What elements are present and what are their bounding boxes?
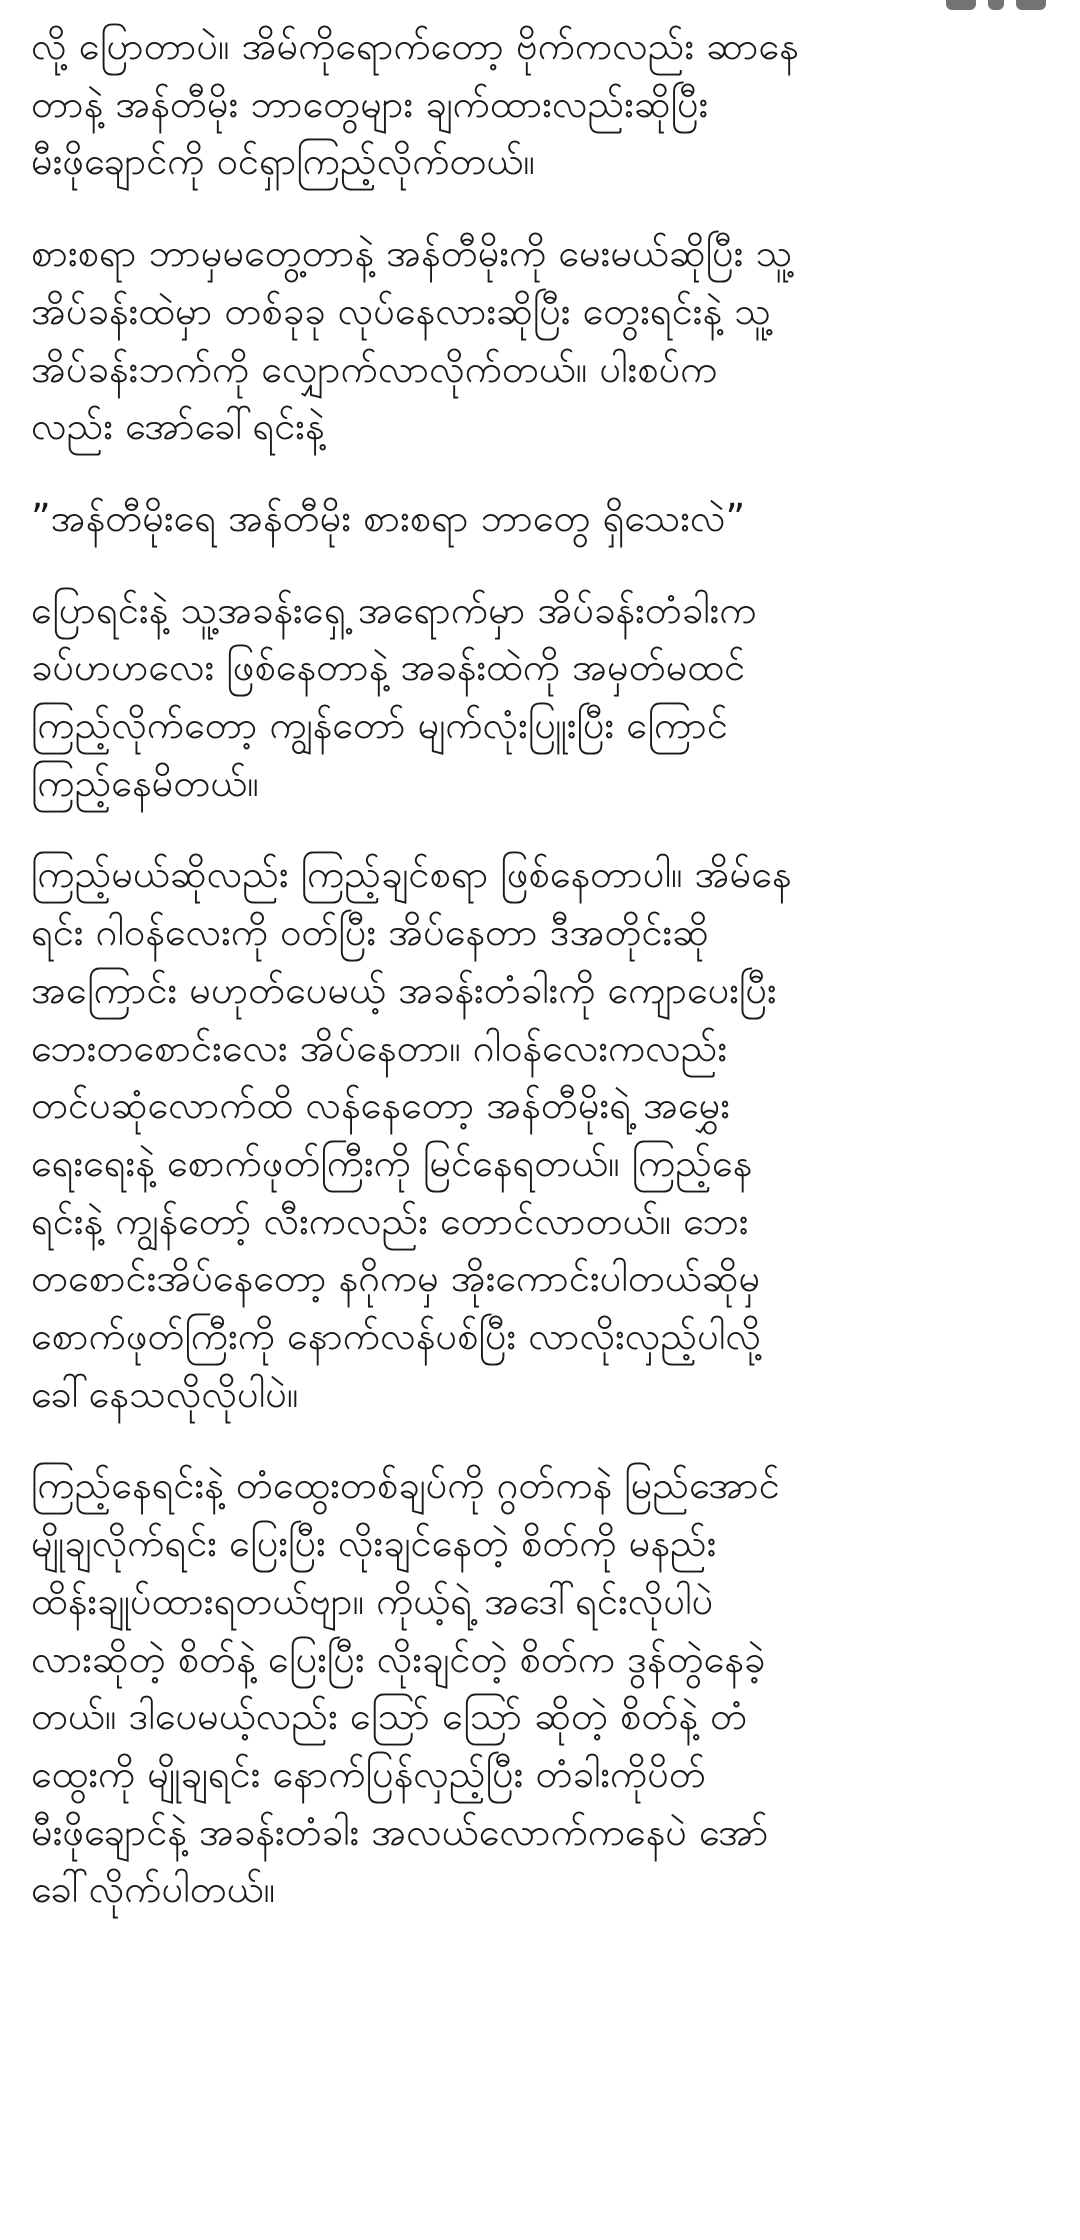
- text-line: တယ်။ ဒါပေမယ့်လည်း သြော် သြော် ဆိုတဲ့ စိတ်နဲ့ တံ: [31, 1694, 748, 1739]
- text-line: တင်ပဆုံလောက်ထိ လန်နေတော့ အန်တီမိုးရဲ့ အမွှေး: [31, 1083, 730, 1128]
- text-line: ကြည့်မယ်ဆိုလည်း ကြည့်ချင်စရာ ဖြစ်နေတာပါ။ အိမ်နေ: [31, 852, 792, 897]
- article-paragraph: [31, 225, 1061, 456]
- text-line: ရင်း ဂါဝန်လေးကို ဝတ်ပြီး အိပ်နေတာ ဒီအတိုင်းဆို: [31, 910, 709, 955]
- text-line: ”အန်တီမိုးရေ အန်တီမိုး စားစရာ ဘာတွေ ရှိသေးလဲ”: [31, 495, 746, 540]
- text-line: လည်း အော်ခေါ်ရင်းနဲ့: [31, 404, 325, 449]
- text-line: ရေးရေးနဲ့ စောက်ဖုတ်ကြီးကို မြင်နေရတယ်။ ကြည့်နေ: [31, 1140, 753, 1185]
- text-line: စောက်ဖုတ်ကြီးကို နောက်လန်ပစ်ပြီး လာလိုးလှည့်ပါလို့: [31, 1314, 761, 1359]
- text-line: မျိုချလိုက်ရင်း ပြေးပြီး လိုးချင်နေတဲ့ စိတ်ကို မနည်း: [31, 1521, 717, 1566]
- article-body: [31, 18, 1061, 1919]
- text-line: ကြည့်နေရင်းနဲ့ တံထွေးတစ်ချပ်ကို ဂွတ်ကနဲ မြည်အောင်: [31, 1463, 780, 1508]
- text-line: အိပ်ခန်းဘက်ကို လျှောက်လာလိုက်တယ်။ ပါးစပ်က: [31, 346, 718, 391]
- text-line: တစောင်းအိပ်နေတော့ နဂိုကမှ အိုးကောင်းပါတယ်ဆိုမှ: [31, 1256, 761, 1301]
- text-line: ဘေးတစောင်းလေး အိပ်နေတာ။ ဂါဝန်လေးကလည်း: [31, 1025, 728, 1070]
- article-paragraph: [31, 1457, 1061, 1919]
- text-line: ခေါ်နေသလိုလိုပါပဲ။: [31, 1371, 299, 1416]
- text-line: ပြောရင်းနဲ့ သူ့အခန်းရှေ့ အရောက်မှာ အိပ်ခန်းတံခါးက: [31, 587, 757, 632]
- text-line: ထွေးကို မျိုချရင်း နောက်ပြန်လှည့်ပြီး တံခါးကိုပိတ်: [31, 1751, 706, 1796]
- article-paragraph: [31, 490, 1061, 548]
- text-line: လို့ ပြောတာပဲ။ အိမ်ကိုရောက်တော့ ဗိုက်ကလည်း ဆာနေ: [31, 24, 799, 68]
- article-paragraph: [31, 18, 1061, 191]
- text-line: ခေါ်လိုက်ပါတယ်။: [31, 1867, 276, 1912]
- text-line: ကြည့်နေမိတယ်။: [31, 760, 259, 805]
- status-icons: [946, 0, 1046, 10]
- wifi-icon: [988, 0, 1004, 10]
- signal-icon: [946, 0, 976, 10]
- text-line: စားစရာ ဘာမှမတွေ့တာနဲ့ အန်တီမိုးကို မေးမယ်ဆိုပြီး သူ့: [31, 231, 793, 276]
- text-line: လားဆိုတဲ့ စိတ်နဲ့ ပြေးပြီး လိုးချင်တဲ့ စိတ်က ဒွန်တွဲနေခဲ့: [31, 1636, 766, 1681]
- text-line: ကြည့်လိုက်တော့ ကျွန်တော် မျက်လုံးပြူးပြီး ကြောင်: [31, 703, 728, 748]
- text-line: တာနဲ့ အန်တီမိုး ဘာတွေများ ချက်ထားလည်းဆိုပြီး: [31, 81, 709, 126]
- text-line: ခပ်ဟဟလေး ဖြစ်နေတာနဲ့ အခန်းထဲကို အမှတ်မထင်: [31, 645, 746, 690]
- text-line: မီးဖိုချောင်နဲ့ အခန်းတံခါး အလယ်လောက်ကနေပဲ အော်: [31, 1809, 769, 1854]
- article-paragraph: [31, 846, 1061, 1423]
- battery-icon: [1016, 0, 1046, 10]
- text-line: ရင်းနဲ့ ကျွန်တော့် လီးကလည်း တောင်လာတယ်။ ဘေး: [31, 1198, 749, 1243]
- article-paragraph: [31, 582, 1061, 813]
- text-line: ထိန်းချုပ်ထားရတယ်ဗျာ။ ကိုယ့်ရဲ့ အဒေါ်ရင်းလိုပါပဲ: [31, 1578, 714, 1623]
- text-line: မီးဖိုချောင်ကို ဝင်ရှာကြည့်လိုက်တယ်။: [31, 139, 535, 184]
- text-line: အိပ်ခန်းထဲမှာ တစ်ခုခု လုပ်နေလားဆိုပြီး တွေးရင်းနဲ့ သူ့: [31, 288, 771, 333]
- text-line: အကြောင်း မဟုတ်ပေမယ့် အခန်းတံခါးကို ကျောပေးပြီး: [31, 967, 777, 1012]
